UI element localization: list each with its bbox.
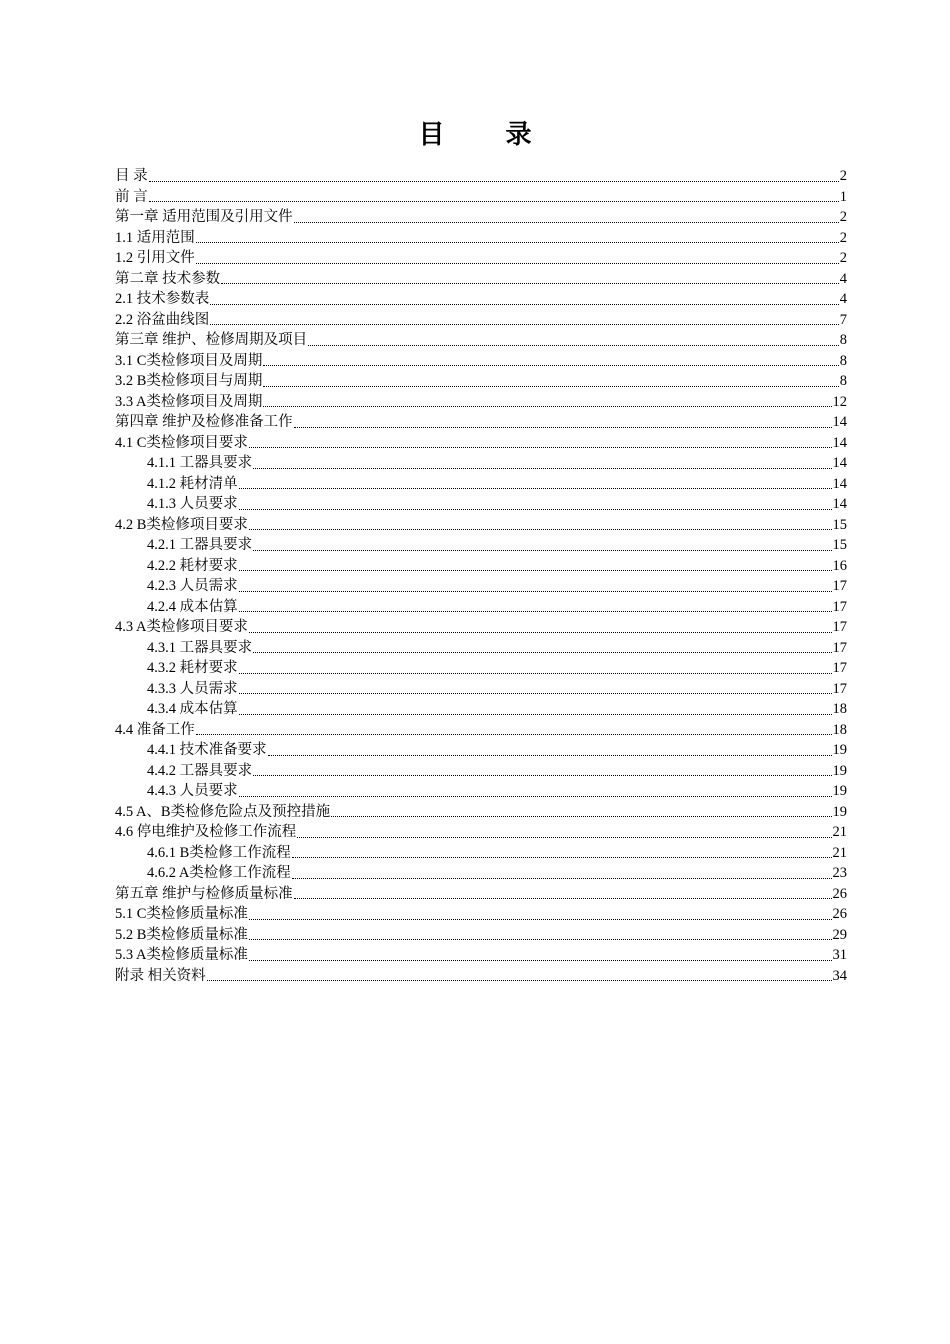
toc-entry-label: 4.3.1 工器具要求 [147,639,253,656]
toc-entry[interactable] [115,330,847,351]
toc-entry[interactable] [115,925,847,946]
toc-leader-dots [297,836,831,838]
toc-entry-label: 4.3.3 人员需求 [147,680,238,697]
toc-leader-dots [239,610,832,612]
toc-entry-page: 1 [839,188,847,205]
toc-entry-page: 14 [832,434,847,451]
toc-leader-dots [292,877,832,879]
toc-entry[interactable] [115,699,847,720]
toc-entry[interactable] [115,453,847,474]
toc-entry-page: 14 [832,455,847,471]
toc-entry[interactable] [115,433,847,454]
toc-entry-page: 19 [832,783,847,799]
toc-entry-label: 1.2 引用文件 [115,250,195,266]
toc-entry-page: 17 [832,680,847,697]
toc-entry[interactable] [115,535,847,556]
toc-entry-label: 4.4.2 工器具要求 [147,762,253,779]
toc-entry[interactable] [115,740,847,761]
toc-entry-label: 第五章 维护与检修质量标准 [115,885,293,902]
toc-leader-dots [249,446,832,448]
toc-leader-dots [249,631,832,633]
toc-entry-page: 26 [832,885,847,902]
toc-entry-label: 5.2 B类检修质量标准 [115,926,248,943]
toc-entry-page: 19 [832,742,847,758]
toc-leader-dots [294,426,832,428]
toc-entry[interactable] [115,166,847,187]
toc-entry[interactable] [115,269,847,290]
toc-entry-page: 8 [839,352,847,369]
toc-entry-label: 4.3.4 成本估算 [147,701,238,717]
toc-entry-label: 4.1.2 耗材清单 [147,475,238,492]
toc-entry-label: 3.3 A类检修项目及周期 [115,393,263,410]
toc-entry-page: 18 [832,721,847,738]
toc-leader-dots [207,979,832,981]
toc-entry[interactable] [115,720,847,741]
toc-entry[interactable] [115,904,847,925]
toc-entry-page: 2 [839,250,847,266]
toc-entry-page: 29 [832,926,847,943]
toc-entry-page: 23 [832,865,847,881]
toc-entry-page: 34 [832,967,847,984]
toc-leader-dots [149,180,839,182]
toc-entry-page: 21 [832,844,847,861]
toc-entry[interactable] [115,617,847,638]
toc-leader-dots [210,323,839,325]
toc-leader-dots [263,364,838,366]
toc-entry[interactable] [115,371,847,392]
toc-entry-label: 4.6.2 A类检修工作流程 [147,865,291,881]
toc-entry[interactable] [115,474,847,495]
toc-entry-page: 14 [832,496,847,512]
toc-entry-page: 17 [832,578,847,594]
toc-leader-dots [221,282,839,284]
toc-leader-dots [239,590,832,592]
toc-entry-label: 4.2.4 成本估算 [147,598,238,615]
toc-leader-dots [196,241,839,243]
toc-entry[interactable] [115,289,847,310]
toc-entry[interactable] [115,822,847,843]
toc-entry-page: 4 [839,270,847,287]
toc-leader-dots [210,303,839,305]
page-title: 目 录 [418,120,558,150]
toc-entry-page: 16 [832,557,847,574]
toc-entry-page: 7 [839,311,847,328]
toc-leader-dots [263,385,838,387]
toc-entry-label: 第三章 维护、检修周期及项目 [115,332,308,348]
toc-entry-page: 15 [832,537,847,553]
toc-entry-label: 1.1 适用范围 [115,229,195,246]
toc-entry[interactable] [115,248,847,269]
toc-entry-label: 4.1 C类检修项目要求 [115,434,248,451]
toc-entry-label: 2.1 技术参数表 [115,291,210,307]
table-of-contents [115,166,847,986]
toc-entry-page: 15 [832,516,847,533]
toc-entry-page: 19 [832,762,847,779]
toc-entry-page: 2 [839,168,847,184]
toc-leader-dots [149,200,839,202]
toc-entry[interactable] [115,884,847,905]
toc-entry[interactable] [115,351,847,372]
toc-entry-label: 第二章 技术参数 [115,270,221,287]
toc-entry[interactable] [115,966,847,987]
toc-entry-page: 17 [832,639,847,656]
toc-entry[interactable] [115,494,847,515]
toc-leader-dots [253,774,831,776]
toc-entry[interactable] [115,658,847,679]
toc-entry-label: 4.1.3 人员要求 [147,496,238,512]
toc-entry-page: 12 [832,393,847,410]
toc-leader-dots [249,938,832,940]
toc-entry-label: 4.2.1 工器具要求 [147,537,253,553]
toc-leader-dots [196,733,832,735]
toc-leader-dots [292,856,832,858]
toc-entry-page: 17 [832,598,847,615]
toc-entry[interactable] [115,802,847,823]
toc-entry[interactable] [115,679,847,700]
toc-leader-dots [294,221,839,223]
toc-entry[interactable] [115,638,847,659]
toc-entry-label: 4.2 B类检修项目要求 [115,516,248,533]
toc-entry-label: 4.3.2 耗材要求 [147,660,238,676]
toc-leader-dots [331,815,831,817]
toc-entry-label: 第一章 适用范围及引用文件 [115,209,293,225]
toc-entry-label: 4.4 准备工作 [115,721,195,738]
toc-entry-page: 18 [832,701,847,717]
toc-entry-page: 2 [839,229,847,246]
toc-entry[interactable] [115,392,847,413]
toc-leader-dots [239,713,832,715]
toc-entry-label: 2.2 浴盆曲线图 [115,311,210,328]
toc-leader-dots [263,405,831,407]
toc-leader-dots [268,754,832,756]
toc-entry[interactable] [115,187,847,208]
toc-entry-label: 4.5 A、B类检修危险点及预控措施 [115,803,331,820]
toc-entry-label: 4.3 A类检修项目要求 [115,619,248,635]
toc-leader-dots [253,467,831,469]
toc-entry-label: 附录 相关资料 [115,967,206,984]
toc-leader-dots [253,651,831,653]
toc-entry-page: 14 [832,475,847,492]
toc-entry-page: 17 [832,660,847,676]
toc-entry-label: 4.4.3 人员要求 [147,783,238,799]
toc-entry-page: 17 [832,619,847,635]
toc-entry-label: 5.3 A类检修质量标准 [115,947,248,963]
toc-entry-page: 14 [832,414,847,430]
toc-leader-dots [249,959,832,961]
toc-entry[interactable] [115,310,847,331]
toc-leader-dots [253,549,831,551]
toc-entry[interactable] [115,781,847,802]
toc-entry-label: 前 言 [115,188,148,205]
toc-entry-label: 第四章 维护及检修准备工作 [115,414,293,430]
toc-entry-page: 4 [839,291,847,307]
toc-entry-label: 3.2 B类检修项目与周期 [115,373,263,389]
toc-leader-dots [249,528,832,530]
toc-entry-page: 31 [832,947,847,963]
toc-entry-label: 4.2.3 人员需求 [147,578,238,594]
toc-entry[interactable] [115,576,847,597]
toc-entry[interactable] [115,515,847,536]
toc-leader-dots [308,344,839,346]
toc-entry[interactable] [115,863,847,884]
toc-entry[interactable] [115,945,847,966]
toc-leader-dots [294,897,832,899]
toc-entry-label: 4.1.1 工器具要求 [147,455,253,471]
toc-entry-page: 8 [839,332,847,348]
toc-entry[interactable] [115,556,847,577]
toc-entry-page: 2 [839,209,847,225]
toc-entry-label: 4.6.1 B类检修工作流程 [147,844,291,861]
toc-entry-page: 21 [832,824,847,840]
toc-entry-label: 4.2.2 耗材要求 [147,557,238,574]
toc-entry-label: 目 录 [115,168,148,184]
toc-entry[interactable] [115,207,847,228]
toc-leader-dots [239,795,832,797]
toc-entry-label: 4.4.1 技术准备要求 [147,742,267,758]
toc-leader-dots [239,508,832,510]
toc-entry-page: 26 [832,906,847,922]
toc-entry-page: 8 [839,373,847,389]
toc-leader-dots [239,672,832,674]
toc-leader-dots [239,692,832,694]
toc-entry[interactable] [115,761,847,782]
toc-entry[interactable] [115,597,847,618]
toc-entry[interactable] [115,412,847,433]
toc-leader-dots [239,569,832,571]
toc-leader-dots [249,918,832,920]
toc-leader-dots [196,262,839,264]
toc-entry[interactable] [115,228,847,249]
toc-entry[interactable] [115,843,847,864]
toc-entry-page: 19 [832,803,847,820]
toc-entry-label: 4.6 停电维护及检修工作流程 [115,824,297,840]
toc-leader-dots [239,487,832,489]
toc-entry-label: 5.1 C类检修质量标准 [115,906,248,922]
toc-entry-label: 3.1 C类检修项目及周期 [115,352,263,369]
